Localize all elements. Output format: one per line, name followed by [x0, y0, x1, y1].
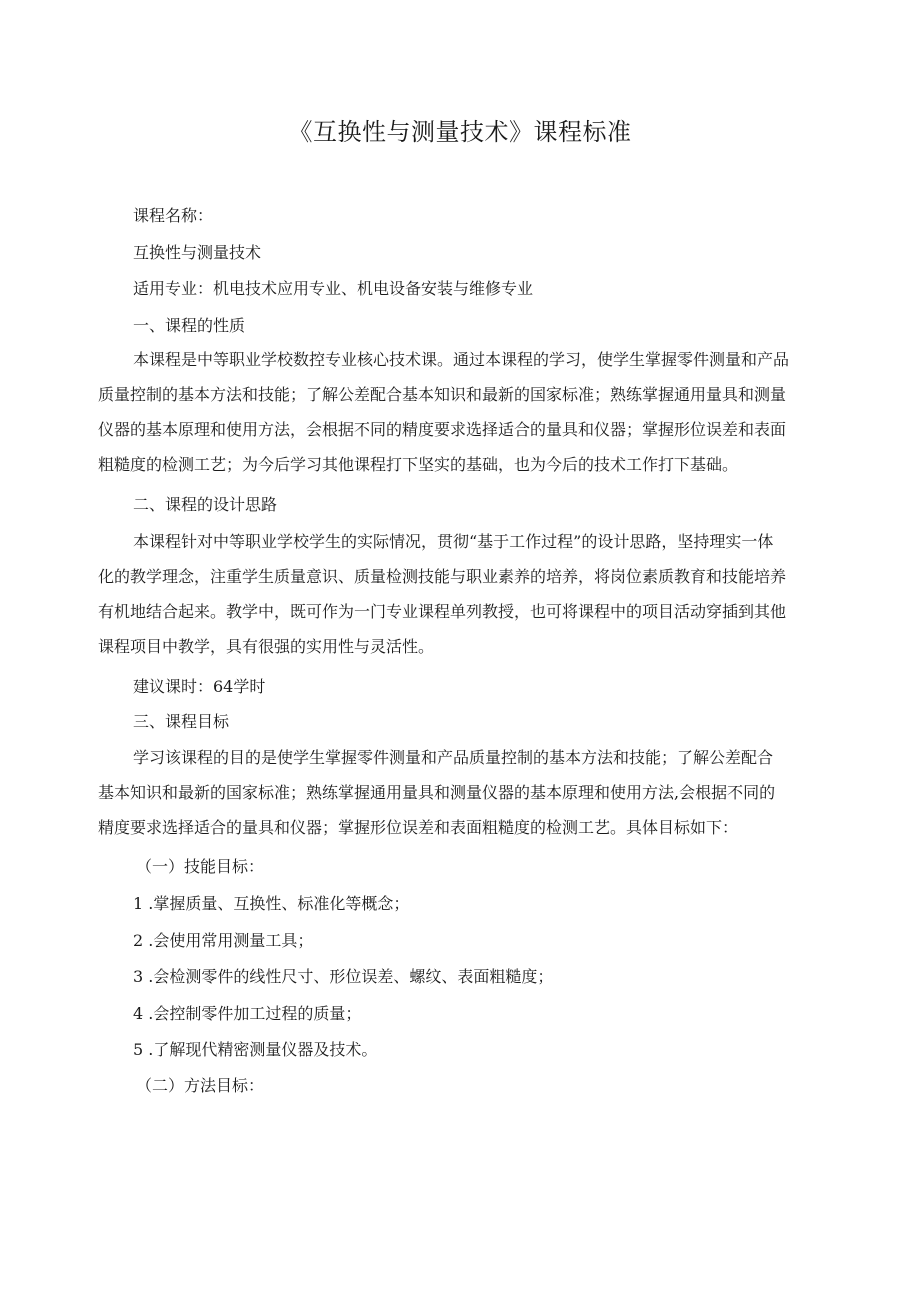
- document-title: 《互换性与测量技术》课程标准: [288, 118, 632, 146]
- section2-line: 化的教学理念，注重学生质量意识、质量检测技能与职业素养的培养，将岗位素质教育和技能培养: [98, 567, 787, 586]
- skill-goal-item: 2 .会使用常用测量工具；: [133, 931, 314, 950]
- section2-line: 本课程针对中等职业学校学生的实际情况，贯彻“基于工作过程”的设计思路，坚持理实一体: [133, 532, 774, 551]
- section1-line: 仪器的基本原理和使用方法，会根据不同的精度要求选择适合的量具和仪器；掌握形位误差和表面: [98, 420, 787, 439]
- section3-line: 精度要求选择适合的量具和仪器；掌握形位误差和表面粗糙度的检测工艺。具体目标如下：: [98, 818, 739, 837]
- suggested-hours: 建议课时：64学时: [133, 677, 266, 696]
- skill-goal-item: 1 .掌握质量、互换性、标准化等概念；: [133, 894, 410, 913]
- section3-paragraph: [98, 740, 828, 845]
- section2-paragraph: [98, 524, 828, 664]
- method-goals-heading: （二）方法目标：: [136, 1076, 265, 1095]
- section3-line: 基本知识和最新的国家标准；熟练掌握通用量具和测量仪器的基本原理和使用方法,会根据不同的: [98, 783, 776, 802]
- section1-heading: 一、课程的性质: [133, 316, 246, 335]
- section2-line: 有机地结合起来。教学中，既可作为一门专业课程单列教授，也可将课程中的项目活动穿插到其他: [98, 602, 787, 621]
- skill-goal-item: 3 .会检测零件的线性尺寸、形位误差、螺纹、表面粗糙度；: [133, 967, 554, 986]
- section1-paragraph: [98, 342, 828, 482]
- course-name-label: 课程名称：: [133, 206, 214, 225]
- section2-line: 课程项目中教学，具有很强的实用性与灵活性。: [98, 637, 435, 656]
- section2-heading: 二、课程的设计思路: [133, 495, 278, 514]
- course-name-value: 互换性与测量技术: [133, 243, 262, 262]
- skill-goal-item: 5 .了解现代精密测量仪器及技术。: [133, 1040, 378, 1059]
- skill-goal-item: 4 .会控制零件加工过程的质量；: [133, 1004, 362, 1023]
- section1-line: 粗糙度的检测工艺；为今后学习其他课程打下坚实的基础，也为今后的技术工作打下基础。: [98, 455, 739, 474]
- section3-line: 学习该课程的目的是使学生掌握零件测量和产品质量控制的基本方法和技能；了解公差配合: [133, 748, 774, 767]
- section1-line: 质量控制的基本方法和技能；了解公差配合基本知识和最新的国家标准；熟练掌握通用量具和测量: [98, 385, 787, 404]
- applicable-major: 适用专业：机电技术应用专业、机电设备安装与维修专业: [133, 279, 534, 298]
- section1-line: 本课程是中等职业学校数控专业核心技术课。通过本课程的学习，使学生掌握零件测量和产品: [133, 350, 790, 369]
- skill-goals-heading: （一）技能目标：: [136, 857, 265, 876]
- section3-heading: 三、课程目标: [133, 712, 230, 731]
